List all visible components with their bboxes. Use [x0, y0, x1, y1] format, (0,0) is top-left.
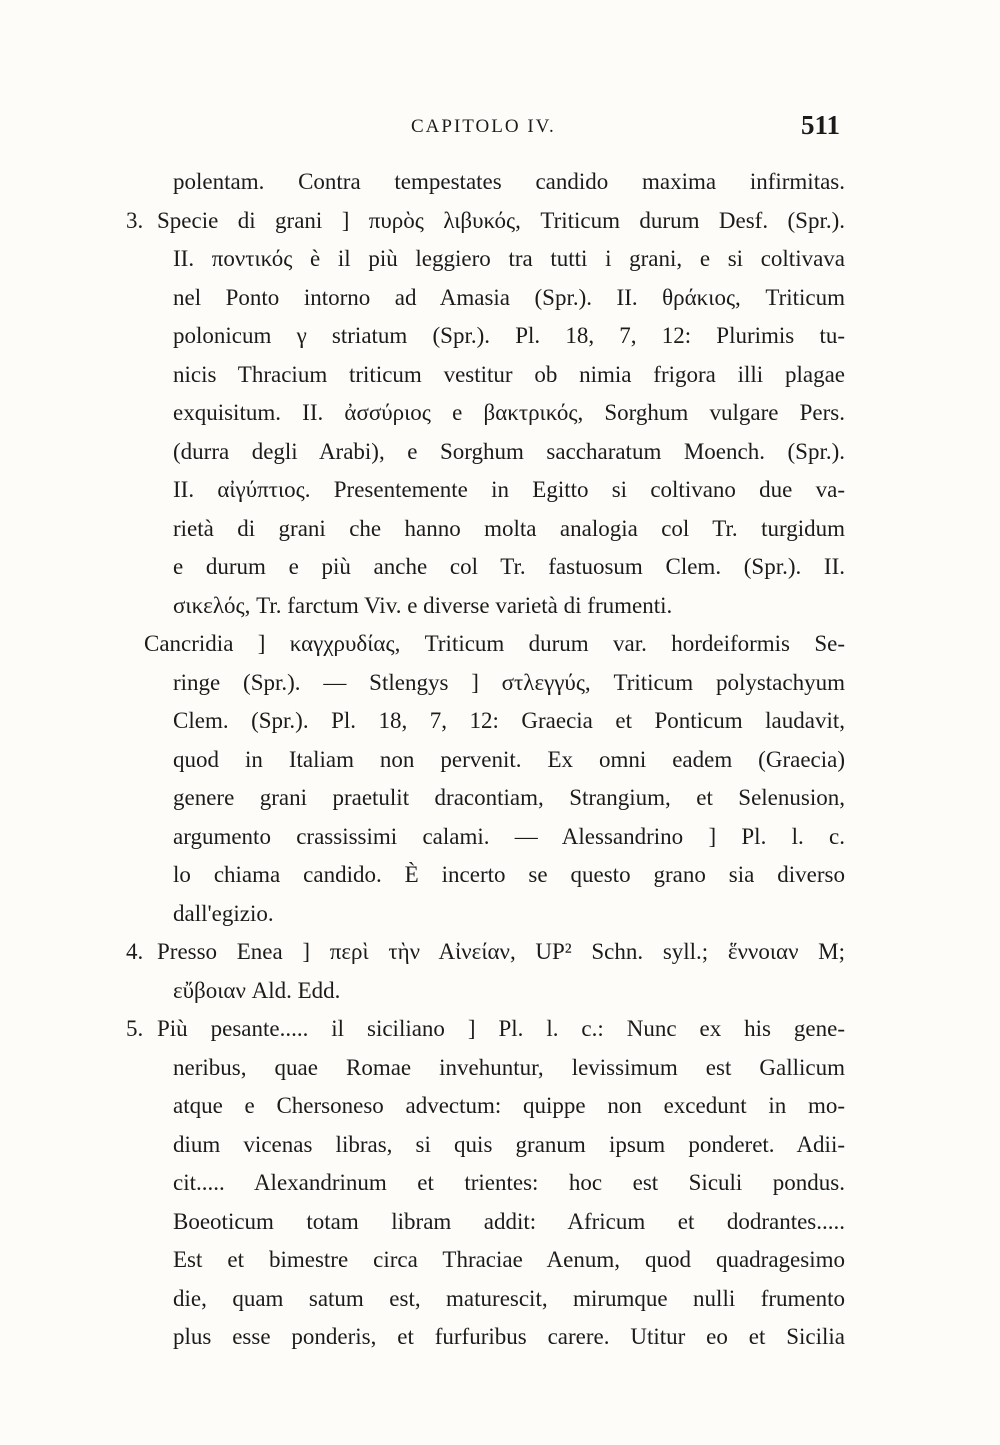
line-text: II. αἰγύπτιος. Presentemente in Egitto si coltivano due va- [173, 477, 845, 502]
text-line [0, 779, 1000, 816]
line-text: (durra degli Arabi), e Sorghum saccharatum Moench. (Spr.). [173, 438, 845, 464]
text-line [0, 548, 1000, 585]
line-text: σικελός, Tr. farctum Viv. e diverse varietà di frumenti. [173, 592, 673, 618]
line-text: lo chiama candido. È incerto se questo grano sia diverso [173, 862, 845, 887]
text-line [0, 664, 1000, 701]
line-text: Specie di grani ] πυρὸς λιβυκός, Triticum durum Desf. (Spr.). [157, 207, 845, 233]
text-line [0, 1126, 1000, 1163]
line-text: atque e Chersoneso advectum: quippe non excedunt in mo- [173, 1093, 845, 1118]
note-number: 5. [126, 1016, 144, 1041]
line-text: nicis Thracium triticum vestitur ob nimia frigora illi plagae [173, 361, 845, 387]
text-line [0, 163, 1000, 200]
line-text: Clem. (Spr.). Pl. 18, 7, 12: Graecia et Ponticum laudavit, [173, 708, 845, 733]
note-number: 4. [126, 939, 144, 964]
text-line [0, 317, 1000, 354]
line-text: dall'egizio. [173, 900, 274, 926]
text-line [0, 1087, 1000, 1124]
line-text: argumento crassissimi calami. — Alessandrino ] Pl. l. c. [173, 823, 845, 849]
text-line [0, 702, 1000, 739]
line-text: dium vicenas libras, si quis granum ipsum ponderet. Adii- [173, 1131, 845, 1157]
text-line [0, 587, 1000, 624]
line-text: Est et bimestre circa Thraciae Aenum, quod quadragesimo [173, 1247, 845, 1272]
text-line [0, 1164, 1000, 1201]
text-line [0, 856, 1000, 893]
line-text: Più pesante..... il siciliano ] Pl. l. c.: Nunc ex his gene- [157, 1016, 845, 1041]
line-text: Boeoticum totam libram addit: Africum et dodrantes..... [173, 1208, 845, 1234]
line-text: e durum e più anche col Tr. fastuosum Clem. (Spr.). II. [173, 554, 845, 579]
line-text: exquisitum. II. ἀσσύριος e βακτρικός, Sorghum vulgare Pers. [173, 400, 845, 425]
text-line [0, 240, 1000, 277]
text-line [0, 933, 1000, 970]
line-text: εὔβοιαν Ald. Edd. [173, 977, 341, 1003]
line-text: cit..... Alexandrinum et trientes: hoc est Siculi pondus. [173, 1170, 845, 1195]
line-text: rietà di grani che hanno molta analogia col Tr. turgidum [173, 515, 845, 541]
text-line [0, 1241, 1000, 1278]
page-number: 511 [801, 110, 841, 140]
text-line [0, 356, 1000, 393]
line-text: Presso Enea ] περὶ τὴν Αἰνείαν, UP² Schn. syll.; ἕννοιαν M; [157, 939, 845, 964]
line-text: genere grani praetulit dracontiam, Strangium, et Selenusion, [173, 785, 845, 810]
page-header [0, 108, 1000, 148]
text-line [0, 972, 1000, 1009]
line-text: Cancridia ] καγχρυδίας, Triticum durum var. hordeiformis Se- [144, 631, 845, 656]
line-text: polentam. Contra tempestates candido maxima infirmitas. [173, 169, 845, 194]
line-text: plus esse ponderis, et furfuribus carere. Utitur eo et Sicilia [173, 1324, 845, 1349]
text-line [0, 279, 1000, 316]
line-text: ringe (Spr.). — Stlengys ] στλεγγύς, Triticum polystachyum [173, 669, 845, 695]
line-text: neribus, quae Romae invehuntur, levissimum est Gallicum [173, 1054, 845, 1080]
text-line [0, 741, 1000, 778]
text-line [0, 510, 1000, 547]
text-line [0, 895, 1000, 932]
text-line [0, 625, 1000, 662]
text-line [0, 1280, 1000, 1317]
text-line [0, 471, 1000, 508]
text-line [0, 1010, 1000, 1047]
text-line [0, 818, 1000, 855]
note-number: 3. [126, 207, 144, 233]
text-line [0, 1203, 1000, 1240]
text-line [0, 1318, 1000, 1355]
line-text: II. ποντικός è il più leggiero tra tutti i grani, e si coltivava [173, 246, 845, 271]
text-line [0, 1049, 1000, 1086]
running-head: CAPITOLO IV. [411, 116, 556, 137]
text-line [0, 394, 1000, 431]
line-text: quod in Italiam non pervenit. Ex omni eadem (Graecia) [173, 746, 845, 772]
line-text: nel Ponto intorno ad Amasia (Spr.). II. θράκιος, Triticum [173, 284, 845, 310]
text-line [0, 433, 1000, 470]
text-line [0, 202, 1000, 239]
line-text: die, quam satum est, maturescit, mirumque nulli frumento [173, 1285, 845, 1311]
line-text: polonicum γ striatum (Spr.). Pl. 18, 7, 12: Plurimis tu- [173, 323, 845, 348]
